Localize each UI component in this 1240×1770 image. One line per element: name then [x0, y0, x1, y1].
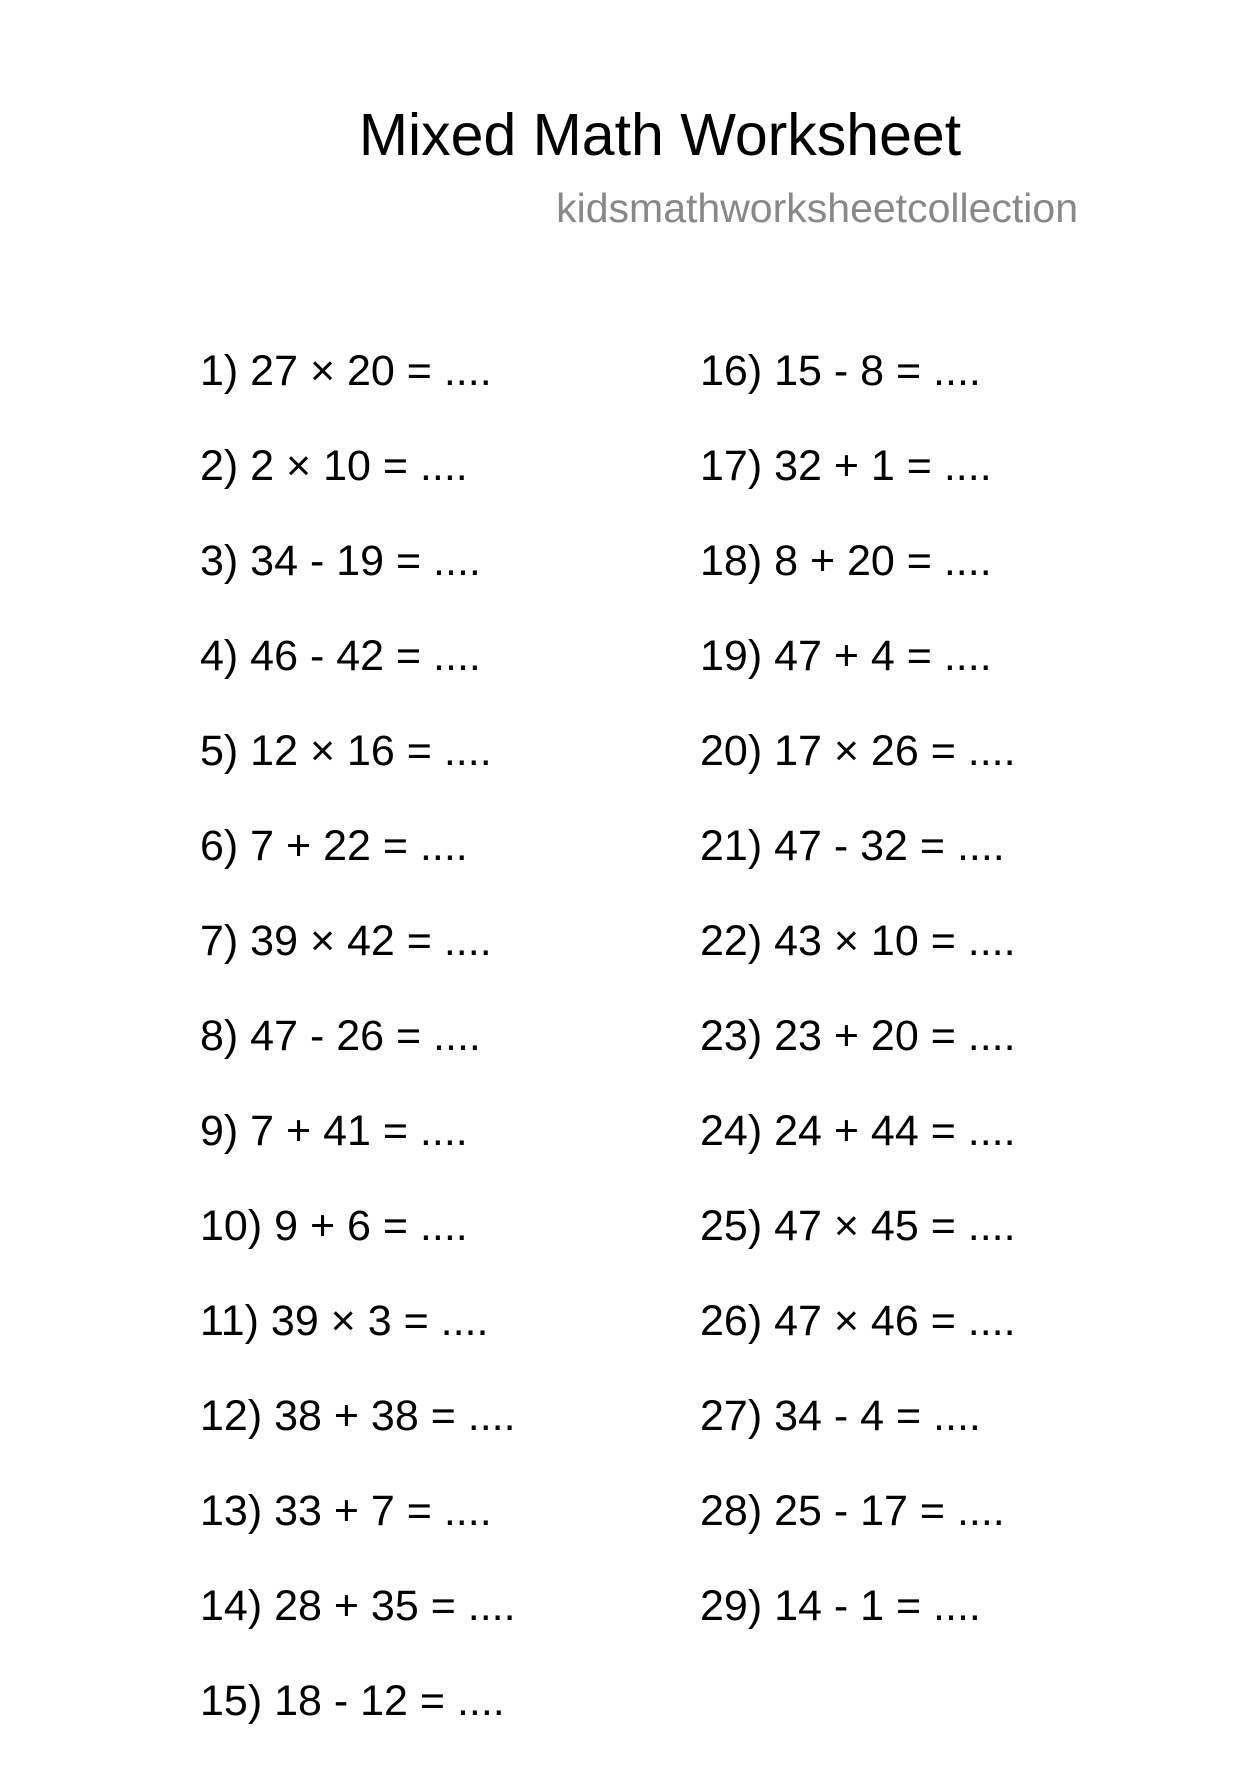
problem-item: 21) 47 - 32 = .... — [700, 822, 1005, 870]
problem-item: 9) 7 + 41 = .... — [200, 1107, 468, 1155]
problem-item: 19) 47 + 4 = .... — [700, 632, 992, 680]
problem-item: 29) 14 - 1 = .... — [700, 1582, 981, 1630]
problem-item: 5) 12 × 16 = .... — [200, 727, 492, 775]
problem-item: 24) 24 + 44 = .... — [700, 1107, 1016, 1155]
problem-item: 26) 47 × 46 = .... — [700, 1297, 1016, 1345]
problem-item: 3) 34 - 19 = .... — [200, 537, 481, 585]
problem-item: 8) 47 - 26 = .... — [200, 1012, 481, 1060]
problem-item: 4) 46 - 42 = .... — [200, 632, 481, 680]
problem-item: 2) 2 × 10 = .... — [200, 442, 468, 490]
problem-item: 14) 28 + 35 = .... — [200, 1582, 516, 1630]
page-title: Mixed Math Worksheet — [358, 102, 962, 168]
problem-item: 16) 15 - 8 = .... — [700, 347, 981, 395]
problem-item: 23) 23 + 20 = .... — [700, 1012, 1016, 1060]
problem-item: 17) 32 + 1 = .... — [700, 442, 992, 490]
problem-item: 6) 7 + 22 = .... — [200, 822, 468, 870]
problem-item: 15) 18 - 12 = .... — [200, 1677, 505, 1725]
problem-item: 11) 39 × 3 = .... — [200, 1297, 489, 1345]
problem-item: 28) 25 - 17 = .... — [700, 1487, 1005, 1535]
problem-item: 7) 39 × 42 = .... — [200, 917, 492, 965]
problem-item: 10) 9 + 6 = .... — [200, 1202, 468, 1250]
problem-item: 13) 33 + 7 = .... — [200, 1487, 492, 1535]
problem-item: 1) 27 × 20 = .... — [200, 347, 492, 395]
problem-item: 12) 38 + 38 = .... — [200, 1392, 516, 1440]
problem-column-right — [700, 345, 1016, 1675]
problem-item: 22) 43 × 10 = .... — [700, 917, 1016, 965]
problem-item: 25) 47 × 45 = .... — [700, 1202, 1016, 1250]
problem-item: 20) 17 × 26 = .... — [700, 727, 1016, 775]
problem-column-left — [200, 345, 516, 1770]
source-credit: kidsmathworksheetcollection — [556, 185, 1078, 231]
problem-item: 18) 8 + 20 = .... — [700, 537, 992, 585]
problem-list — [200, 345, 1100, 1725]
problem-item: 27) 34 - 4 = .... — [700, 1392, 981, 1440]
